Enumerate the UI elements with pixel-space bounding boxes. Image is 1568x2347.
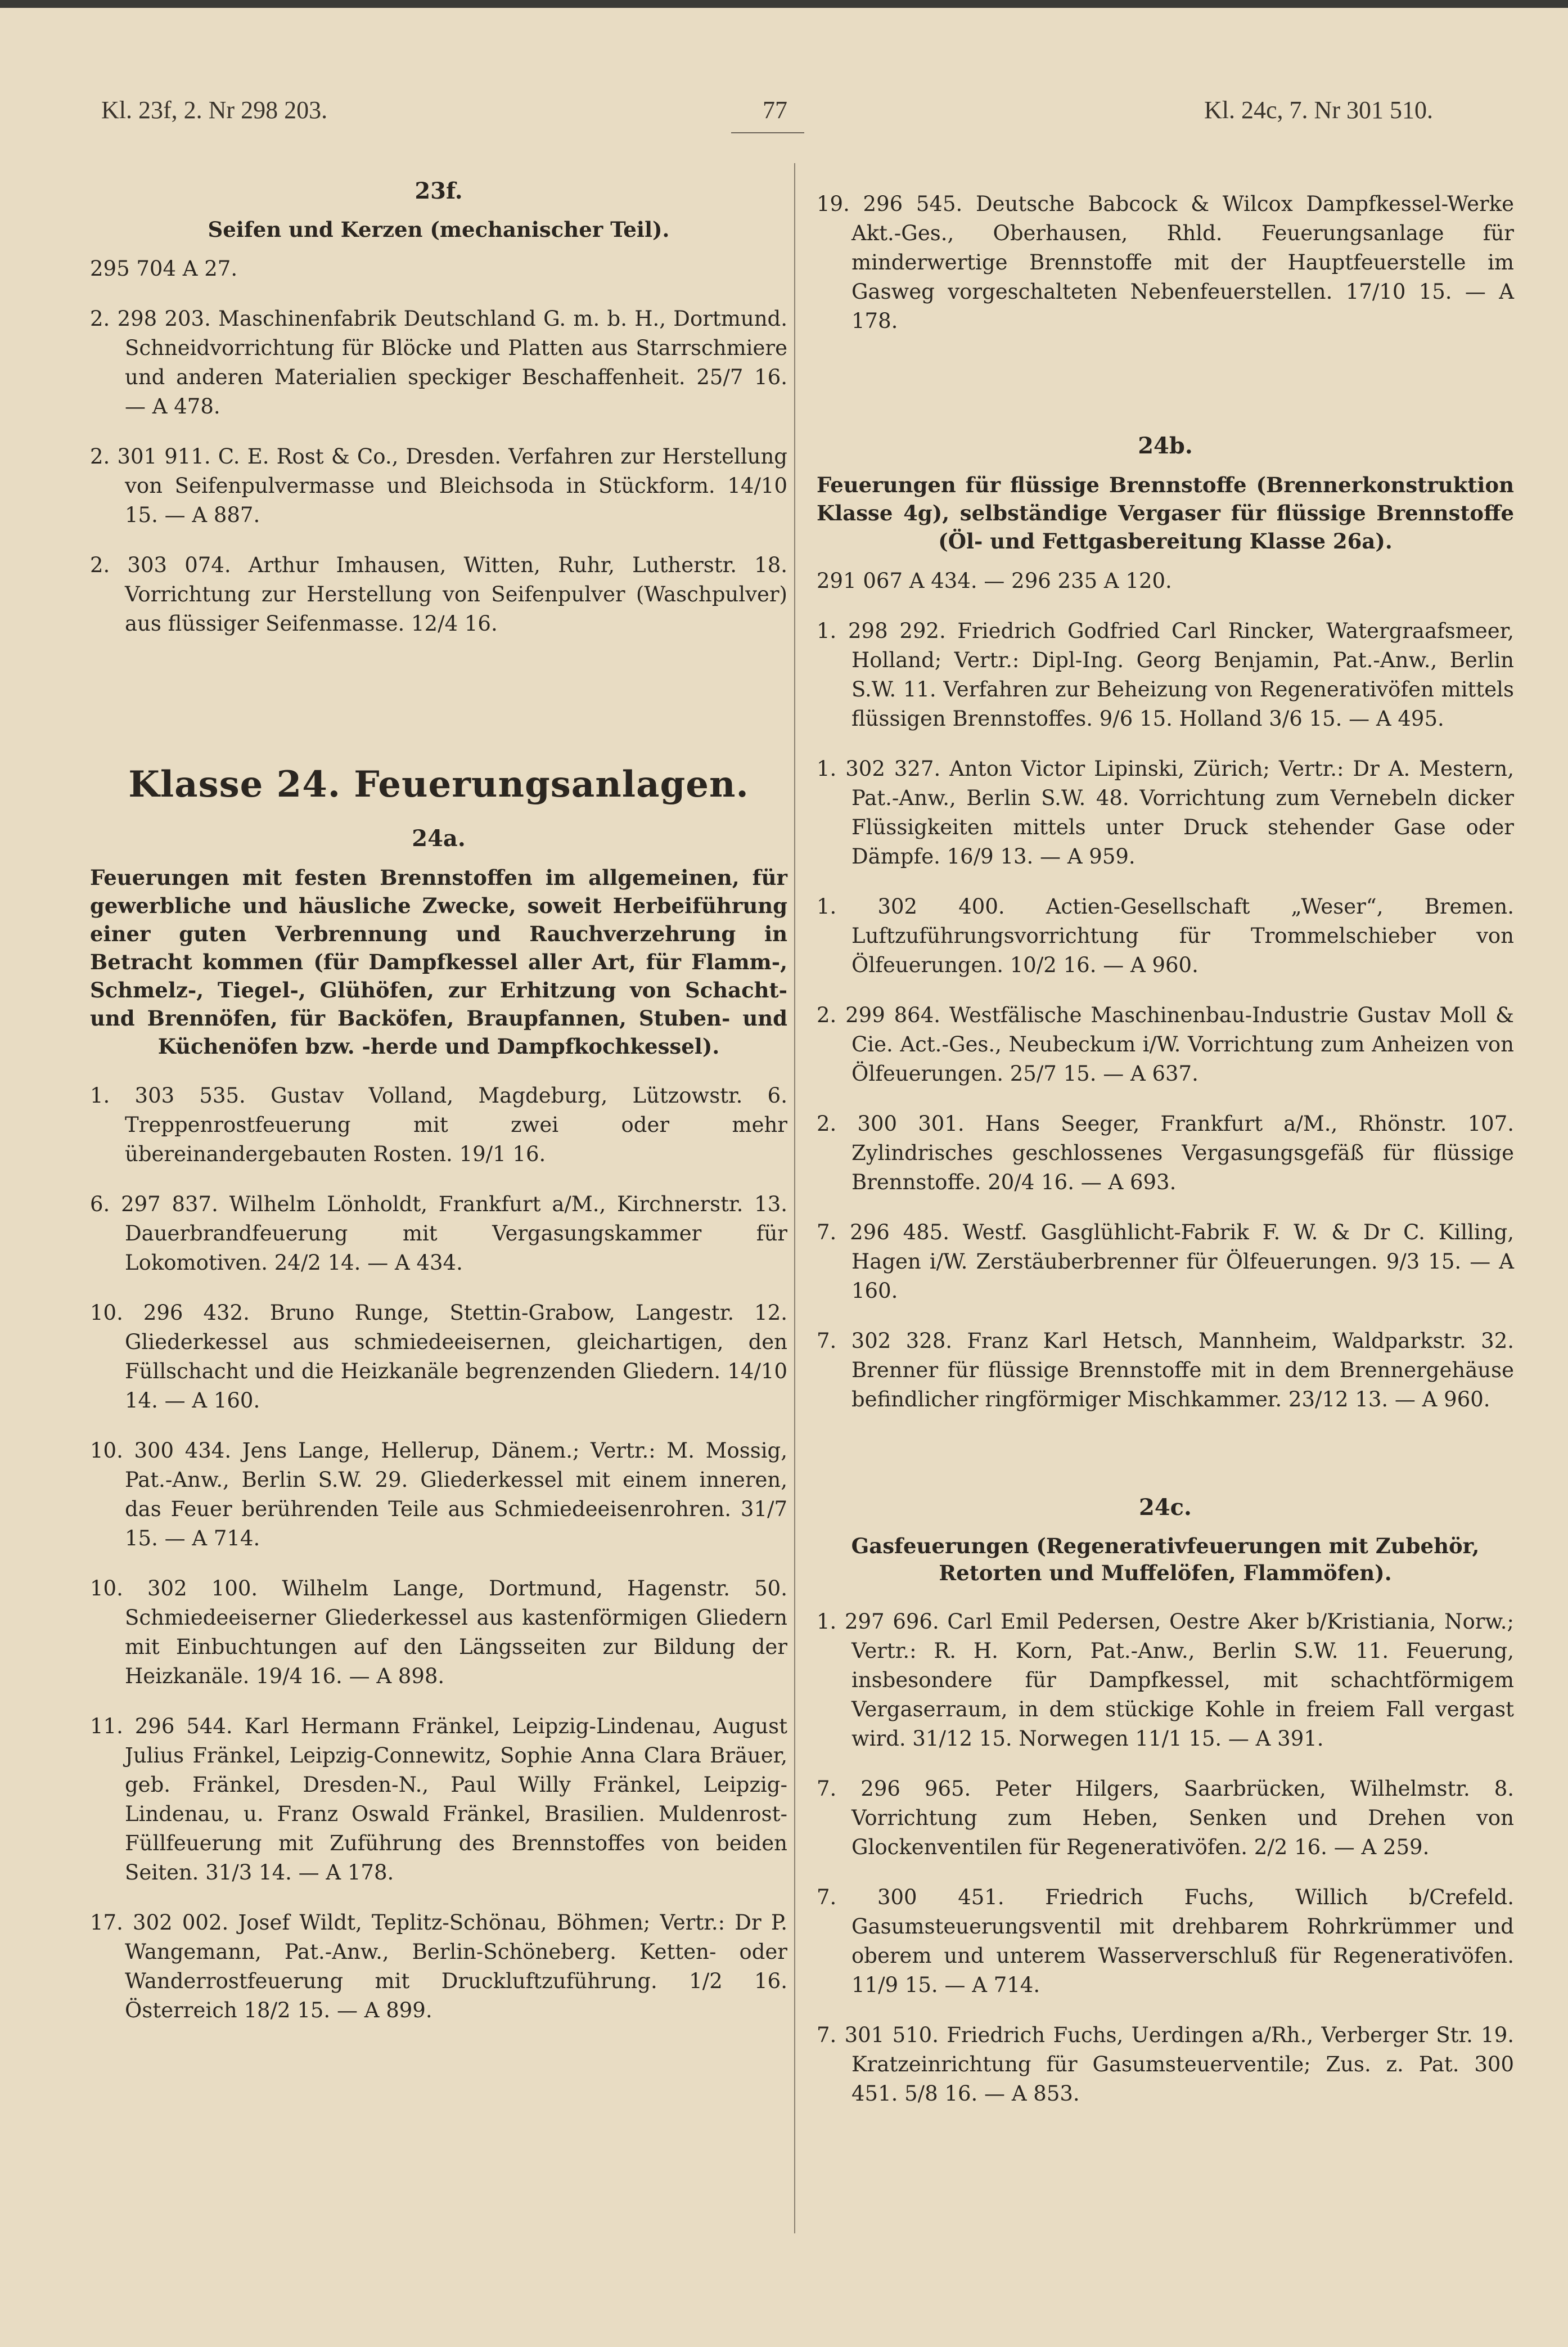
patent-entry: 7. 300 451. Friedrich Fuchs, Willich b/Crefeld. Gasumsteuerungsventil mit drehbarem Rohrkrümmer und oberem und unterem Wasserverschluß für Regenerativöfen. 11/9 15. — A 714.: [817, 1885, 1514, 1997]
class-heading: Klasse 24. Feuerungsanlagen.: [128, 763, 749, 806]
entry-list: [817, 1607, 1514, 2108]
subclass-24c: [817, 1493, 1514, 2108]
patent-entry: 11. 296 544. Karl Hermann Fränkel, Leipzig-Lindenau, August Julius Fränkel, Leipzig-Connewitz, Sophie Anna Clara Bräuer, geb. Fränkel, Dresden-N., Paul Willy Fränkel, Leipzig-Lindenau, u. Franz Oswald Fränkel, Brasilien. Muldenrost-Füllfeuerung mit Zuführung des Brennstoffes von beiden Seiten. 31/3 14. — A 178.: [90, 1714, 787, 1885]
patent-entry: 10. 300 434. Jens Lange, Hellerup, Dänem.; Vertr.: M. Mossig, Pat.-Anw., Berlin S.W. 29. Gliederkessel mit einem inneren, das Feuer berührenden Teile aus Schmiedeeisenrohren. 31/7 15. — A 714.: [90, 1438, 787, 1550]
section-gap: [817, 339, 1514, 424]
patent-entry: 7. 301 510. Friedrich Fuchs, Uerdingen a/Rh., Verberger Str. 19. Kratzeinrichtung für Gasumsteuerventile; Zus. z. Pat. 300 451. 5/8 16. — A 853.: [817, 2023, 1514, 2106]
patent-entry: 2. 299 864. Westfälische Maschinenbau-Industrie Gustav Moll & Cie. Act.-Ges., Neubeckum i/W. Vorrichtung zum Anheizen von Ölfeuerungen. 25/7 15. — A 637.: [817, 1003, 1514, 1086]
column-divider: [794, 163, 795, 2233]
subclass-label: 23f.: [414, 178, 463, 204]
running-head-left: Kl. 23f, 2. Nr 298 203.: [101, 96, 328, 124]
page-number: 77: [763, 96, 787, 124]
patent-entry: 1. 297 696. Carl Emil Pedersen, Oestre Aker b/Kristiania, Norw.; Vertr.: R. H. Korn, Pat.-Anw., Berlin S.W. 11. Feuerung, insbesondere für Dampfkessel, mit schachtförmigem Vergaserraum, in dem stückige Kohle in freiem Fall vergast wird. 31/12 15. Norwegen 11/1 15. — A 391.: [817, 1609, 1514, 1751]
patent-entry: 19. 296 545. Deutsche Babcock & Wilcox Dampfkessel-Werke Akt.-Ges., Oberhausen, Rhld. Feuerungsanlage für minderwertige Brennstoffe mit der Hauptfeuerstelle im Gasweg vorgeschalteten Nebenfeuerstellen. 17/10 15. — A 178.: [817, 192, 1514, 333]
entry-list: [90, 1081, 787, 2025]
patent-entry: 1. 302 327. Anton Victor Lipinski, Zürich; Vertr.: Dr A. Mestern, Pat.-Anw., Berlin S.W. 48. Vorrichtung zum Vernebeln dicker Flüssigkeiten mittels unter Druck stehender Gase oder Dämpfe. 16/9 13. — A 959.: [817, 757, 1514, 869]
patent-entry: 2. 298 203. Maschinenfabrik Deutschland G. m. b. H., Dortmund. Schneidvorrichtung für Blöcke und Platten aus Starrschmiere und anderen Materialien speckiger Beschaffenheit. 25/7 16. — A 478.: [90, 307, 787, 419]
running-head-right: Kl. 24c, 7. Nr 301 510.: [1204, 96, 1433, 124]
cross-references: 291 067 A 434. — 296 235 A 120.: [817, 569, 1172, 593]
section-gap: [817, 1418, 1514, 1485]
scan-top-edge: [0, 0, 1568, 8]
subclass-title: Gasfeuerungen (Regenerativfeuerungen mit Zubehör, Retorten und Muffelöfen, Flammöfen).: [851, 1534, 1480, 1585]
patent-entry: 2. 303 074. Arthur Imhausen, Witten, Ruhr, Lutherstr. 18. Vorrichtung zur Herstellung von Seifenpulver (Waschpulver) aus flüssiger Seifenmasse. 12/4 16.: [90, 553, 787, 636]
patent-entry: 1. 298 292. Friedrich Godfried Carl Rincker, Watergraafsmeer, Holland; Vertr.: Dipl-Ing. Georg Benjamin, Pat.-Anw., Berlin S.W. 11. Verfahren zur Beheizung von Regenerativöfen mittels flüssigen Brennstoffes. 9/6 15. Holland 3/6 15. — A 495.: [817, 619, 1514, 731]
page-number-rule: [731, 132, 804, 133]
patent-entry: 10. 296 432. Bruno Runge, Stettin-Grabow, Langestr. 12. Gliederkessel aus schmiedeeisernen, gleichartigen, den Füllschacht und die Heizkanäle begrenzenden Gliedern. 14/10 14. — A 160.: [90, 1301, 787, 1413]
subclass-label: 24b.: [1138, 433, 1193, 459]
patent-entry: 1. 302 400. Actien-Gesellschaft „Weser“, Bremen. Luftzuführungsvorrichtung für Trommelschieber von Ölfeuerungen. 10/2 16. — A 960.: [817, 894, 1514, 977]
patent-entry: 10. 302 100. Wilhelm Lange, Dortmund, Hagenstr. 50. Schmiedeeiserner Gliederkessel aus kastenförmigen Gliedern mit Einbuchtungen auf den Längsseiten zur Bildung der Heizkanäle. 19/4 16. — A 898.: [90, 1576, 787, 1688]
subclass-24b: [817, 431, 1514, 1414]
patent-entry: 2. 300 301. Hans Seeger, Frankfurt a/M., Rhönstr. 107. Zylindrisches geschlossenes Vergasungsgefäß für flüssige Brennstoffe. 20/4 16. — A 693.: [817, 1112, 1514, 1194]
patent-entry: 2. 301 911. C. E. Rost & Co., Dresden. Verfahren zur Herstellung von Seifenpulvermasse und Bleichsoda in Stückform. 14/10 15. — A 887.: [90, 444, 787, 527]
entry-list: [817, 617, 1514, 1414]
subclass-label: 24a.: [412, 825, 466, 852]
subclass-label: 24c.: [1139, 1494, 1192, 1521]
entry-list: [817, 190, 1514, 336]
patent-entry: 6. 297 837. Wilhelm Lönholdt, Frankfurt a/M., Kirchnerstr. 13. Dauerbrandfeuerung mit Vergasungskammer für Lokomotiven. 24/2 14. — A 434.: [90, 1192, 787, 1275]
cross-references: 295 704 A 27.: [90, 257, 238, 281]
subclass-24a: [90, 824, 787, 2025]
patent-entry: 7. 296 965. Peter Hilgers, Saarbrücken, Wilhelmstr. 8. Vorrichtung zum Heben, Senken und Drehen von Glockenventilen für Regenerativöfen. 2/2 16. — A 259.: [817, 1777, 1514, 1859]
subclass-description: Feuerungen mit festen Brennstoffen im allgemeinen, für gewerbliche und häusliche Zwecke, soweit Herbeiführung einer guten Verbrennung und Rauchverzehrung in Betracht kommen (für Dampfkessel aller Art, für Flamm-, Schmelz-, Tiegel-, Glühöfen, zur Erhitzung von Schacht- und Brennöfen, für Backöfen, Braupfannen, Stuben- und Küchenöfen bzw. -herde und Dampfkochkessel).: [90, 865, 787, 1059]
subclass-23f: [90, 177, 787, 639]
left-column: [90, 169, 787, 2029]
patent-entry: 17. 302 002. Josef Wildt, Teplitz-Schönau, Böhmen; Vertr.: Dr P. Wangemann, Pat.-Anw., Berlin-Schöneberg. Ketten- oder Wanderrostfeuerung mit Druckluftzuführung. 1/2 16. Österreich 18/2 15. — A 899.: [90, 1910, 787, 2022]
right-column: [817, 169, 1514, 2112]
patent-entry: 1. 303 535. Gustav Volland, Magdeburg, Lützowstr. 6. Treppenrostfeuerung mit zwei oder mehr übereinandergebauten Rosten. 19/1 16.: [90, 1083, 787, 1166]
subclass-description: Feuerungen für flüssige Brennstoffe (Brennerkonstruktion Klasse 4g), selbständige Vergaser für flüssige Brennstoffe (Öl- und Fettgasbereitung Klasse 26a).: [817, 473, 1514, 554]
subclass-24a-continued: [817, 190, 1514, 336]
patent-entry: 7. 302 328. Franz Karl Hetsch, Mannheim, Waldparkstr. 32. Brenner für flüssige Brennstoffe mit in dem Brennergehäuse befindlicher ringförmiger Mischkammer. 23/12 13. — A 960.: [817, 1329, 1514, 1411]
subclass-title: Seifen und Kerzen (mechanischer Teil).: [208, 217, 670, 242]
running-head: [0, 90, 1568, 135]
entry-list: [90, 304, 787, 639]
patent-entry: 7. 296 485. Westf. Gasglühlicht-Fabrik F. W. & Dr C. Killing, Hagen i/W. Zerstäuberbrenner für Ölfeuerungen. 9/3 15. — A 160.: [817, 1220, 1514, 1303]
